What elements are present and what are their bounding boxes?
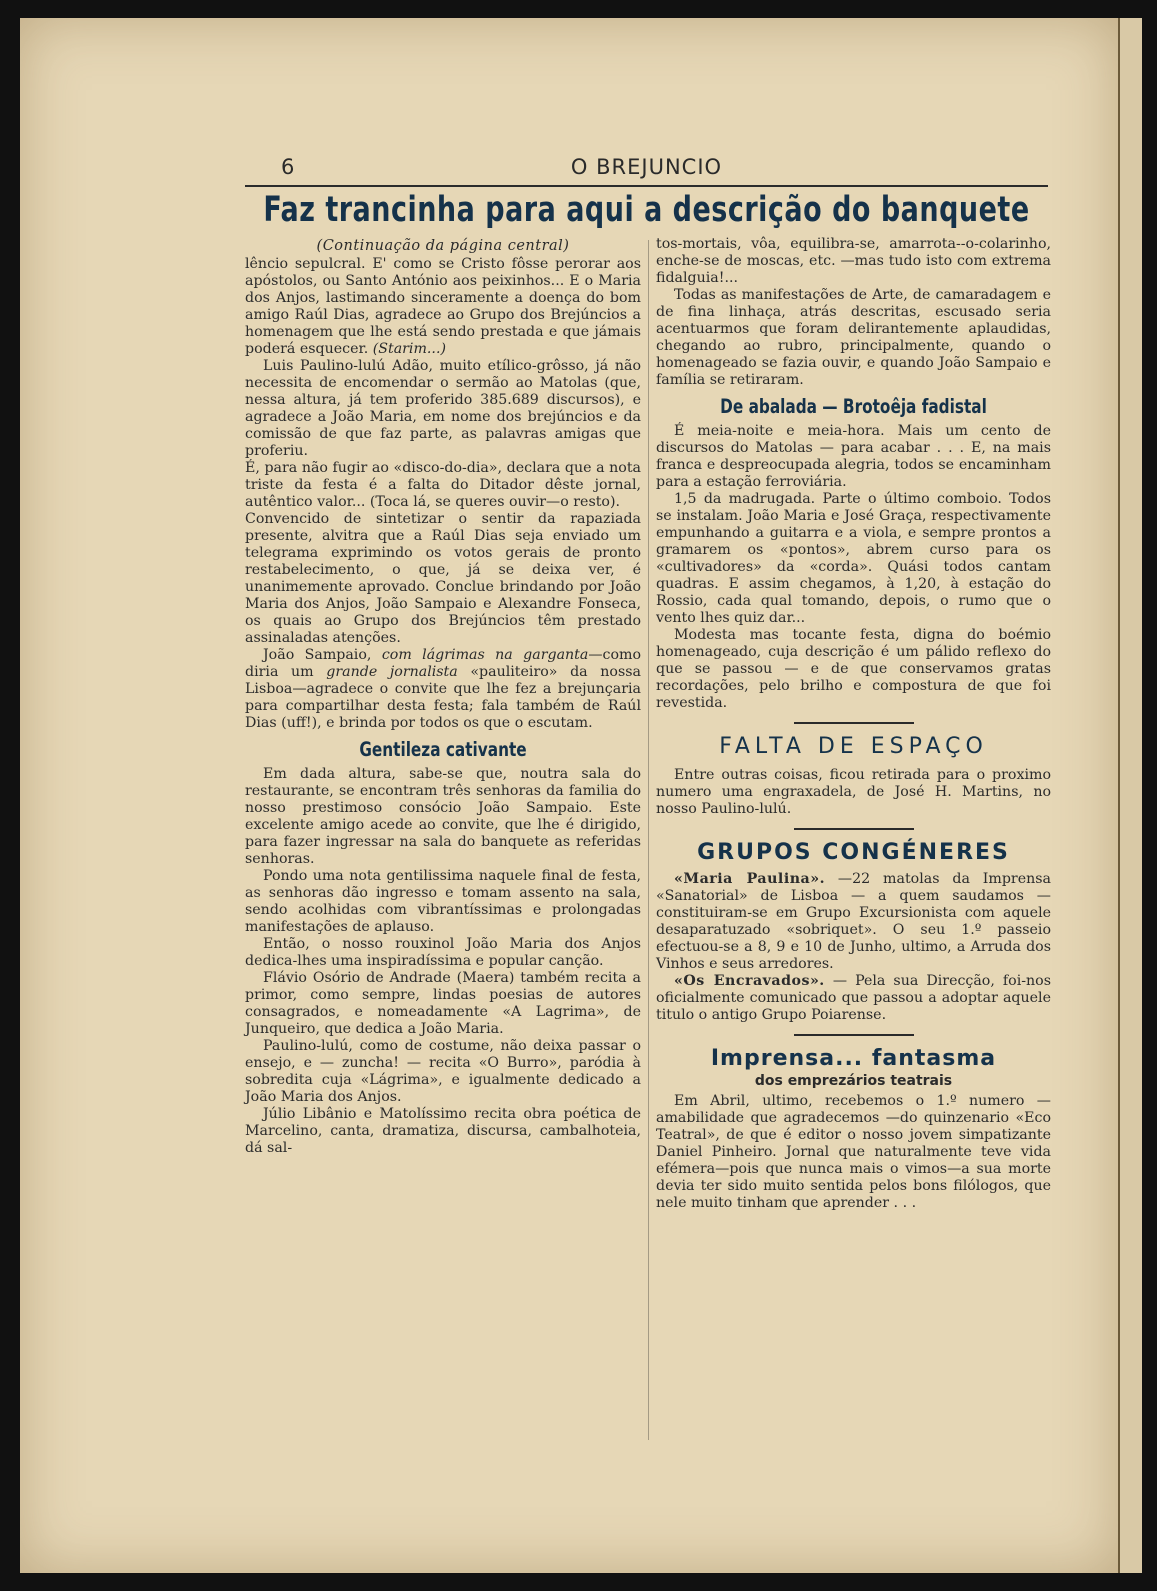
paragraph: Em dada altura, sabe-se que, noutra sala do restaurante, se encontram três senhoras da familia do nosso prestimoso consócio João Sampaio. Este excelente amigo acede ao convite, que lhe é dirigido, para fazer ingressar na sala do banquete as referidas senhoras. (245, 766, 641, 867)
newspaper-name: O BREJUNCIO (570, 155, 723, 179)
divider-rule (794, 1034, 914, 1036)
paragraph-text: — Pela sua Direcção, foi-nos oficialmente comunicado que passou a adoptar aquele titulo o antigo Grupo Poiarense. (656, 973, 1052, 1023)
paragraph-text: —como diria um (245, 647, 642, 680)
imprensa-fantasma-title: Imprensa... fantasma (710, 1046, 997, 1071)
imprensa-fantasma-subtitle: dos emprezários teatrais (754, 1073, 953, 1089)
paragraph-text-italic: (Starim...) (372, 341, 446, 357)
paragraph-text: João Sampaio, (263, 647, 372, 663)
paragraph: tos-mortais, vôa, equilibra-se, amarrota--o-colarinho, enche-se de moscas, etc. —mas tudo isto com extrema fidalguia!... (656, 236, 1051, 286)
page-number: 6 (281, 155, 295, 179)
paragraph: Pondo uma nota gentilissima naquele final de festa, as senhoras dão ingresso e tomam assento na sala, sendo acolhidas com vibrantíssimas e prolongadas manifestações de aplauso. (245, 868, 641, 935)
paragraph: Convencido de sintetizar o sentir da rapaziada presente, alvitra que a Raúl Dias seja enviado um telegrama exprimindo os votos gerais de pronto restabelecimento, o que, já se deixa ver, é unanimemente aprovado. Conclue brindando por João Maria dos Anjos, João Sampaio e Alexandre Fonseca, os quais ao Grupo dos Brejúncios têm prestado assinaladas atenções. (245, 511, 641, 646)
paragraph: Flávio Osório de Andrade (Maera) também recita a primor, como sempre, lindas poesias de autores consagrados, e nomeadamente «A Lagrima», de Junqueiro, que dedica a João Maria. (245, 970, 641, 1037)
lead-text: «Os Encravados». (674, 973, 825, 989)
section-subhead: Gentileza cativante (359, 738, 527, 762)
paragraph-text: «pauliteiro» da nossa Lisboa—agradece o convite que lhe fez a brejunçaria para compartilhar desta festa; fala também de Raúl Dias (uff!), e brinda por todos os que o escutam. (245, 664, 641, 731)
paragraph-text: —22 matolas da Imprensa «Sanatorial» de Lisboa — a quem saudamos — constituiram-se em Grupo Excursionista com aquele desaparatuzado «sobriquet». O seu 1.º passeio efectuou-se a 8, 9 e 10 de Junho, ultimo, a Arruda dos Vinhos e seus arredores. (656, 871, 1051, 972)
falta-espaco-title: FALTA DE ESPAÇO (719, 734, 988, 759)
paragraph: Júlio Libânio e Matolíssimo recita obra poética de Marcelino, canta, dramatiza, discursa, cambalhoteia, dá sal- (245, 1106, 641, 1156)
article-headline: Faz trancinha para aqui a descrição do banquete (263, 190, 1030, 231)
paragraph: Luis Paulino-lulú Adão, muito etílico-grôsso, já não necessita de encomendar o sermão ao Matolas (que, nessa altura, já tem proferido 385.689 discursos), e agradece a João Maria, em nome dos brejúncios e da comissão de que faz parte, as palavras amigas que proferiu. (245, 358, 641, 459)
paragraph (245, 256, 641, 358)
paragraph: 1,5 da madrugada. Parte o último comboio. Todos se instalam. João Maria e José Graça, respectivamente empunhando a guitarra e a viola, e sempre prontos a gramarem os «pontos», abrem curso para os «cultivadores» da «corda». Quási todos cantam quadras. E assim chegamos, à 1,20, à estação do Rossio, cada qual tomando, depois, o rumo que o vento lhes quiz dar... (656, 491, 1051, 626)
section-subhead: De abalada — Brotoêja fadistal (720, 395, 987, 419)
paragraph: É meia-noite e meia-hora. Mais um cento de discursos do Matolas — para acabar . . . E, na mais franca e despreocupada alegria, todos se encaminham para a estação ferroviária. (656, 423, 1051, 490)
paragraph-text-italic: grande jornalista (326, 664, 458, 680)
paragraph: Modesta mas tocante festa, digna do boémio homenageado, cuja descrição é um pálido reflexo do que se passou — e de que conservamos gratas recordações, pelo brilho e compostura de que foi revestida. (656, 627, 1051, 711)
paragraph: É, para não fugir ao «disco-do-dia», declara que a nota triste da festa é a falta do Ditador dêste jornal, autêntico valor... (Toca lá, se queres ouvir—o resto). (245, 460, 641, 510)
paragraph-text-italic: com lágrimas na garganta (381, 647, 589, 663)
column-divider (648, 240, 649, 1440)
continuation-note: (Continuação da página central) (316, 238, 570, 254)
left-column (245, 236, 641, 1157)
falta-espaco-text: Entre outras coisas, ficou retirada para o proximo numero uma engraxadela, de José H. Martins, no nosso Paulino-lulú. (656, 767, 1051, 817)
divider-rule (794, 722, 914, 724)
lead-text: «Maria Paulina». (674, 871, 826, 887)
paragraph-text: lêncio sepulcral. E' como se Cristo fôsse perorar aos apóstolos, ou Santo António aos peixinhos... E o Maria dos Anjos, lastimando sinceramente a doença do bom amigo Raúl Dias, agradece ao Grupo dos Brejúncios a homenagem que lhe está sendo prestada e que jámais poderá esquecer. (245, 256, 641, 357)
paragraph: Em Abril, ultimo, recebemos o 1.º numero — amabilidade que agradecemos —do quinzenario «Eco Teatral», de que é editor o nosso jovem simpatizante Daniel Pinheiro. Jornal que naturalmente teve vida efémera—pois que nunca mais o vimos—a sua morte devia ter sido muito sentida pelos bons filólogos, que nele muito tinham que aprender . . . (656, 1093, 1051, 1211)
paragraph: Então, o nosso rouxinol João Maria dos Anjos dedica-lhes uma inspiradíssima e popular canção. (245, 936, 641, 969)
page-header (245, 153, 1048, 187)
grupos-congeneres-title: GRUPOS CONGÉNERES (697, 840, 1010, 865)
divider-rule (794, 828, 914, 830)
paragraph: Paulino-lulú, como de costume, não deixa passar o ensejo, e — zuncha! — recita «O Burro», paródia à sobredita cuja «Lágrima», e igualmente dedicado a João Maria dos Anjos. (245, 1038, 641, 1105)
right-column (656, 236, 1051, 1212)
next-page-edge (1118, 18, 1142, 1573)
paragraph (656, 871, 1051, 973)
paragraph (656, 973, 1051, 1024)
paragraph (245, 647, 641, 732)
paragraph: Todas as manifestações de Arte, de camaradagem e de fina linhaça, atrás descritas, escusado seria acentuarmos que foram delirantemente aplaudidas, chegando ao rubro, principalmente, quando o homenageado se fazia ouvir, e quando João Sampaio e família se retiraram. (656, 287, 1051, 388)
